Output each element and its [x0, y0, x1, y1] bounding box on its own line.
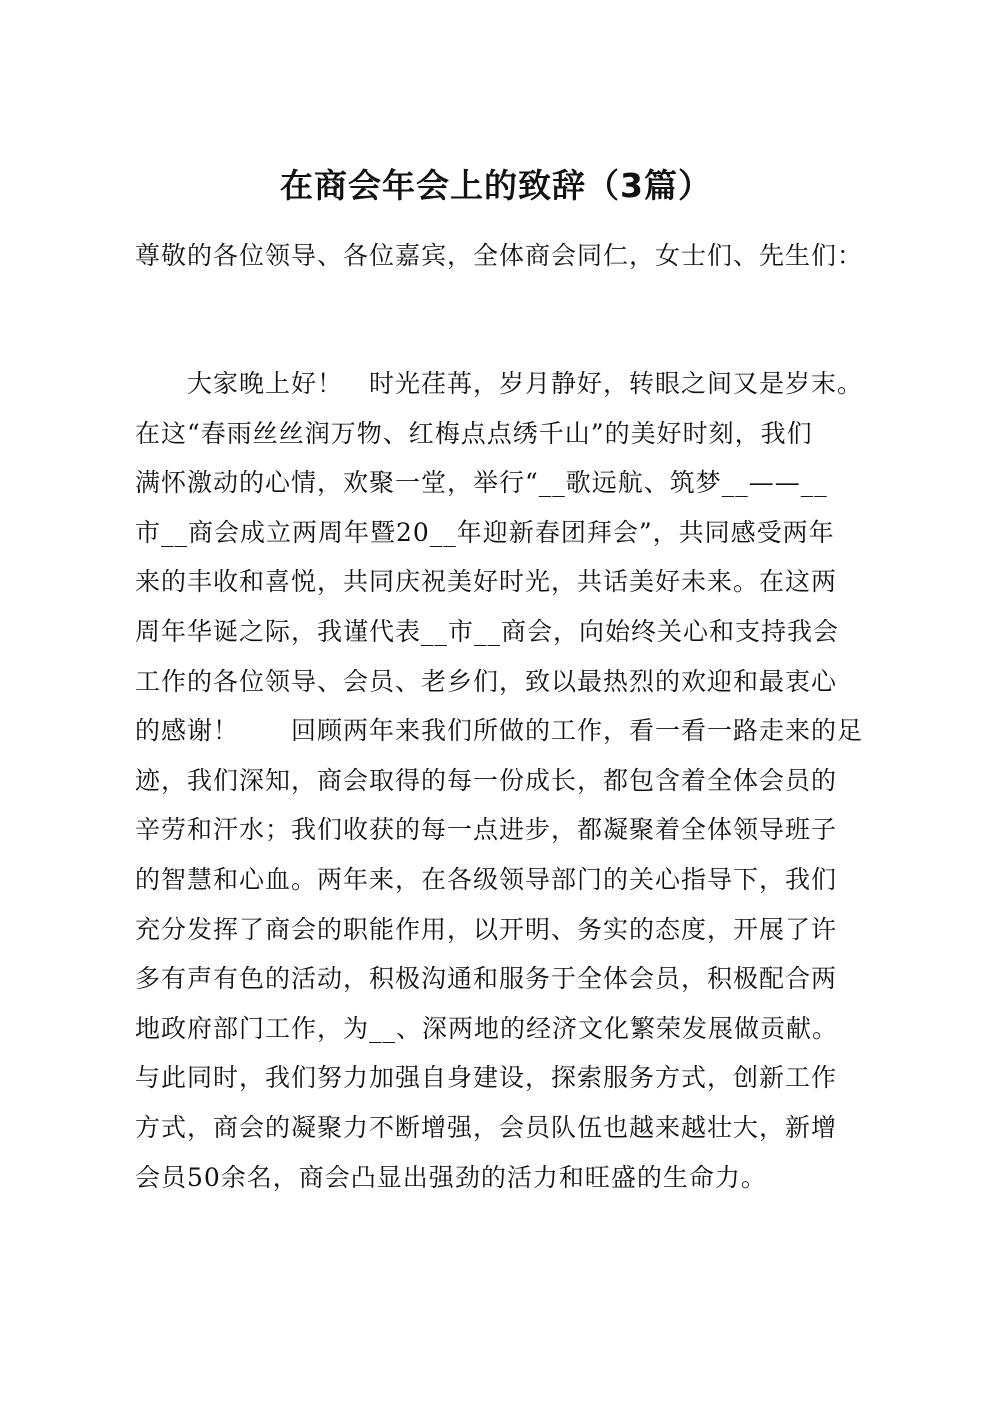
- body-line: 辛劳和汗水；我们收获的每一点进步，都凝聚着全体领导班子: [135, 815, 838, 845]
- body-line: 在这“春雨丝丝润万物、红梅点点绣千山”的美好时刻，我们: [135, 418, 813, 448]
- body-line: 工作的各位领导、会员、老乡们，致以最热烈的欢迎和最衷心: [135, 666, 838, 696]
- salutation: 尊敬的各位领导、各位嘉宾，全体商会同仁，女士们、先生们：: [135, 241, 864, 270]
- body-line: 来的丰收和喜悦，共同庆祝美好时光，共话美好未来。在这两: [135, 567, 838, 597]
- body-line: 周年华诞之际，我谨代表__市__商会，向始终关心和支持我会: [135, 616, 840, 646]
- body-line: 大家晚上好！ 时光荏苒，岁月静好，转眼之间又是岁末。: [135, 369, 864, 398]
- body-line: 方式，商会的凝聚力不断增强，会员队伍也越来越壮大，新增: [135, 1112, 838, 1142]
- body-line: 充分发挥了商会的职能作用，以开明、务实的态度，开展了许: [135, 914, 838, 944]
- document-title: 在商会年会上的致辞（3篇）: [280, 166, 712, 205]
- body-line: 的感谢！ 回顾两年来我们所做的工作，看一看一路走来的足: [135, 716, 864, 746]
- body-line: 市__商会成立两周年暨20__年迎新春团拜会”，共同感受两年: [135, 517, 835, 547]
- body-line: 地政府部门工作，为__、深两地的经济文化繁荣发展做贡献。: [135, 1013, 839, 1043]
- body-line: 迹，我们深知，商会取得的每一份成长，都包含着全体会员的: [135, 765, 838, 795]
- body-line: 与此同时，我们努力加强自身建设，探索服务方式，创新工作: [135, 1063, 838, 1093]
- body-line: 满怀激动的心情，欢聚一堂，举行“__歌远航、筑梦__——__: [135, 468, 828, 498]
- body-text: [135, 364, 895, 1207]
- body-line: 会员50余名，商会凸显出强劲的活力和旺盛的生命力。: [135, 1162, 767, 1192]
- body-line: 多有声有色的活动，积极沟通和服务于全体会员，积极配合两: [135, 964, 838, 994]
- body-line: 的智慧和心血。两年来，在各级领导部门的关心指导下，我们: [135, 864, 838, 894]
